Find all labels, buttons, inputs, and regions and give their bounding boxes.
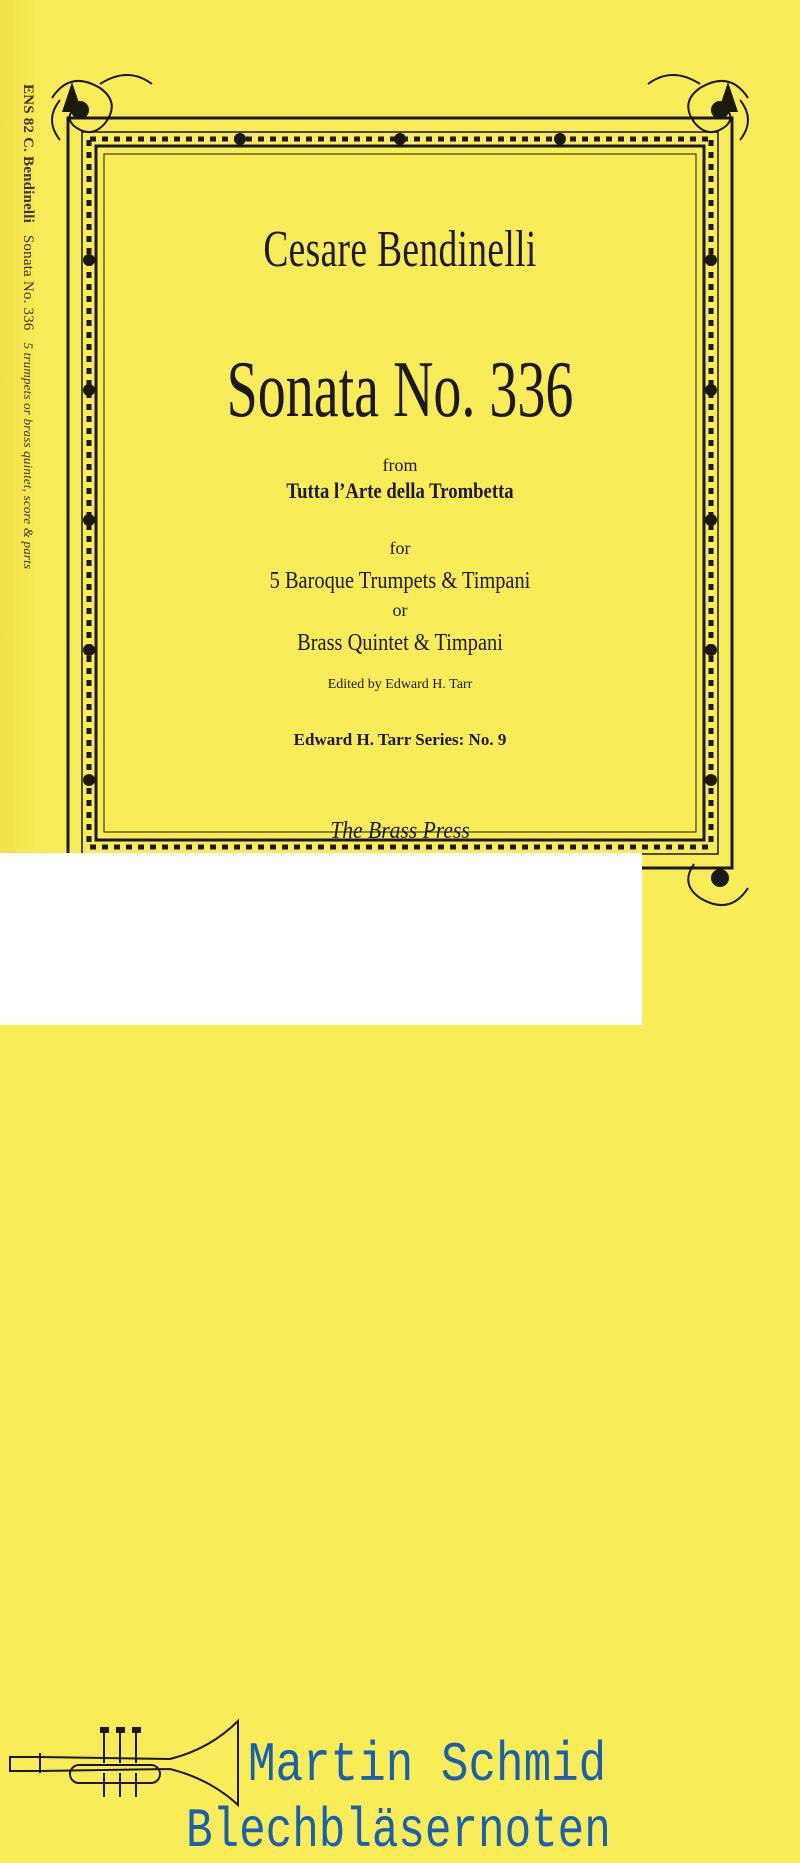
- publisher-logo-text: The Brass Press: [330, 818, 470, 844]
- editor-credit: Edited by Edward H. Tarr: [327, 677, 473, 692]
- scoring-alternate: Brass Quintet & Timpani: [297, 630, 503, 656]
- source-title: Tutta l’Arte della Trombetta: [286, 478, 514, 503]
- series-number: Edward H. Tarr Series: No. 9: [293, 730, 507, 749]
- from-label: from: [382, 455, 418, 475]
- shop-banner: [0, 853, 642, 1863]
- shop-name: Martin Schmid: [248, 1733, 607, 1797]
- shop-tagline: Blechbläsernoten: [186, 1799, 611, 1863]
- work-title: Sonata No. 336: [226, 346, 574, 434]
- spine-code-composer: ENS 82 C. Bendinelli: [20, 84, 36, 224]
- trumpet-icon: [0, 1713, 250, 1813]
- spine-subtitle: 5 trumpets or brass quintet, score & parts: [21, 342, 36, 570]
- composer-name: Cesare Bendinelli: [263, 221, 537, 278]
- for-label: for: [389, 538, 411, 558]
- scoring-primary: 5 Baroque Trumpets & Timpani: [269, 568, 531, 594]
- spine-title: Sonata No. 336: [20, 234, 36, 331]
- or-label: or: [392, 600, 408, 620]
